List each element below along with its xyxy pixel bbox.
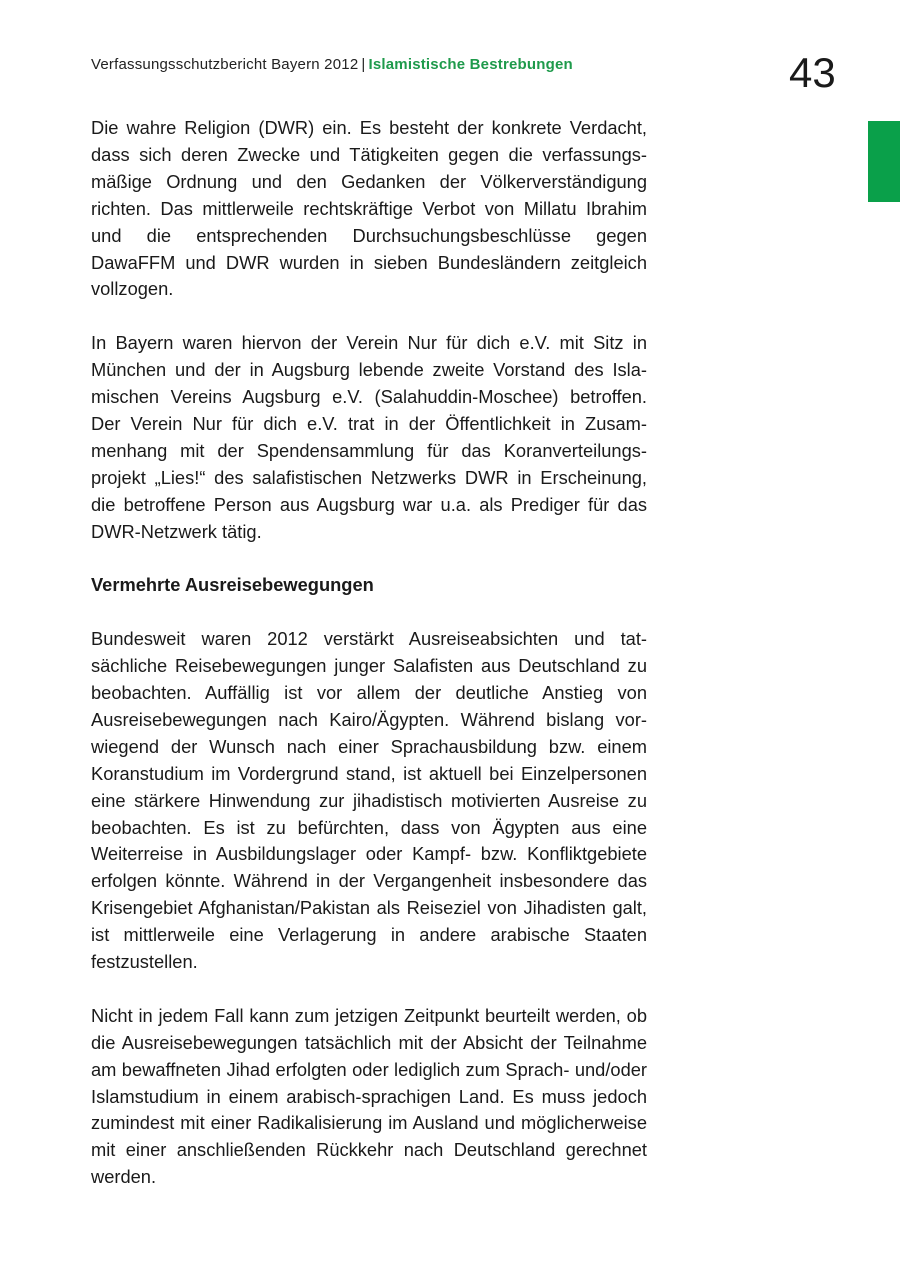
running-header: [91, 56, 573, 73]
paragraph-1: Die wahre Religion (DWR) ein. Es besteht der konkrete Verdacht, dass sich deren Zwecke und Tätigkeiten gegen die verfassungsmäßige Ordnung und den Gedanken der Völkerverständigung richten. Das mittlerweile rechtskräftige Verbot von Millatu Ibrahim und die entsprechenden Durchsuchungsbeschlüsse gegen DawaFFM und DWR wurden in sieben Bundesländern zeitgleich vollzogen.: [91, 117, 647, 300]
chapter-tab-marker: [868, 121, 900, 202]
section-heading: Vermehrte Ausreisebewegungen: [91, 574, 374, 596]
paragraph-2: In Bayern waren hiervon der Verein Nur für dich e.V. mit Sitz in München und der in Augsburg lebende zweite Vorstand des Islamischen Vereins Augsburg e.V. (Salahuddin-Moschee) betroffen. Der Verein Nur für dich e.V. trat in der Öffentlichkeit in Zusammenhang mit der Spendensammlung für das Koranverteilungsprojekt „Lies!“ des salafistischen Netzwerks DWR in Erscheinung, die betroffene Person aus Augsburg war u.a. als Prediger für das DWR-Netzwerk tätig.: [91, 332, 647, 542]
paragraph-3: Bundesweit waren 2012 verstärkt Ausreiseabsichten und tatsächliche Reisebewegungen junger Salafisten aus Deutschland zu beobachten. Auffällig ist vor allem der deutliche Anstieg von Ausreisebewegungen nach Kairo/Ägypten. Während bislang vorwiegend der Wunsch nach einer Sprachausbildung bzw. einem Koranstudium im Vordergrund stand, ist aktuell bei Einzelpersonen eine stärkere Hinwendung zur jihadistisch motivierten Ausreise zu beobachten. Es ist zu befürchten, dass von Ägypten aus eine Weiterreise in Ausbildungslager oder Kampf- bzw. Konfliktgebiete erfolgen könnte. Während in der Vergangenheit insbesondere das Krisengebiet Afghanistan/Pakistan als Reiseziel von Jihadisten galt, ist mittlerweile eine Verlagerung in andere arabische Staaten festzustellen.: [91, 628, 647, 973]
header-separator: |: [361, 56, 366, 73]
report-title: Verfassungsschutzbericht Bayern 2012: [91, 56, 359, 73]
page-number: 43: [789, 49, 836, 96]
section-title: Islamistische Bestrebungen: [368, 56, 573, 73]
body-text: [91, 115, 647, 1218]
paragraph-4: Nicht in jedem Fall kann zum jetzigen Zeitpunkt beurteilt werden, ob die Ausreisebewegungen tatsächlich mit der Absicht der Teilnahme am bewaffneten Jihad erfolgten oder lediglich zum Sprach- und/oder Islamstudium in einem arabisch-sprachigen Land. Es muss jedoch zumindest mit einer Radikalisierung im Ausland und möglicherweise mit einer anschließenden Rückkehr nach Deutschland gerechnet werden.: [91, 1004, 647, 1188]
